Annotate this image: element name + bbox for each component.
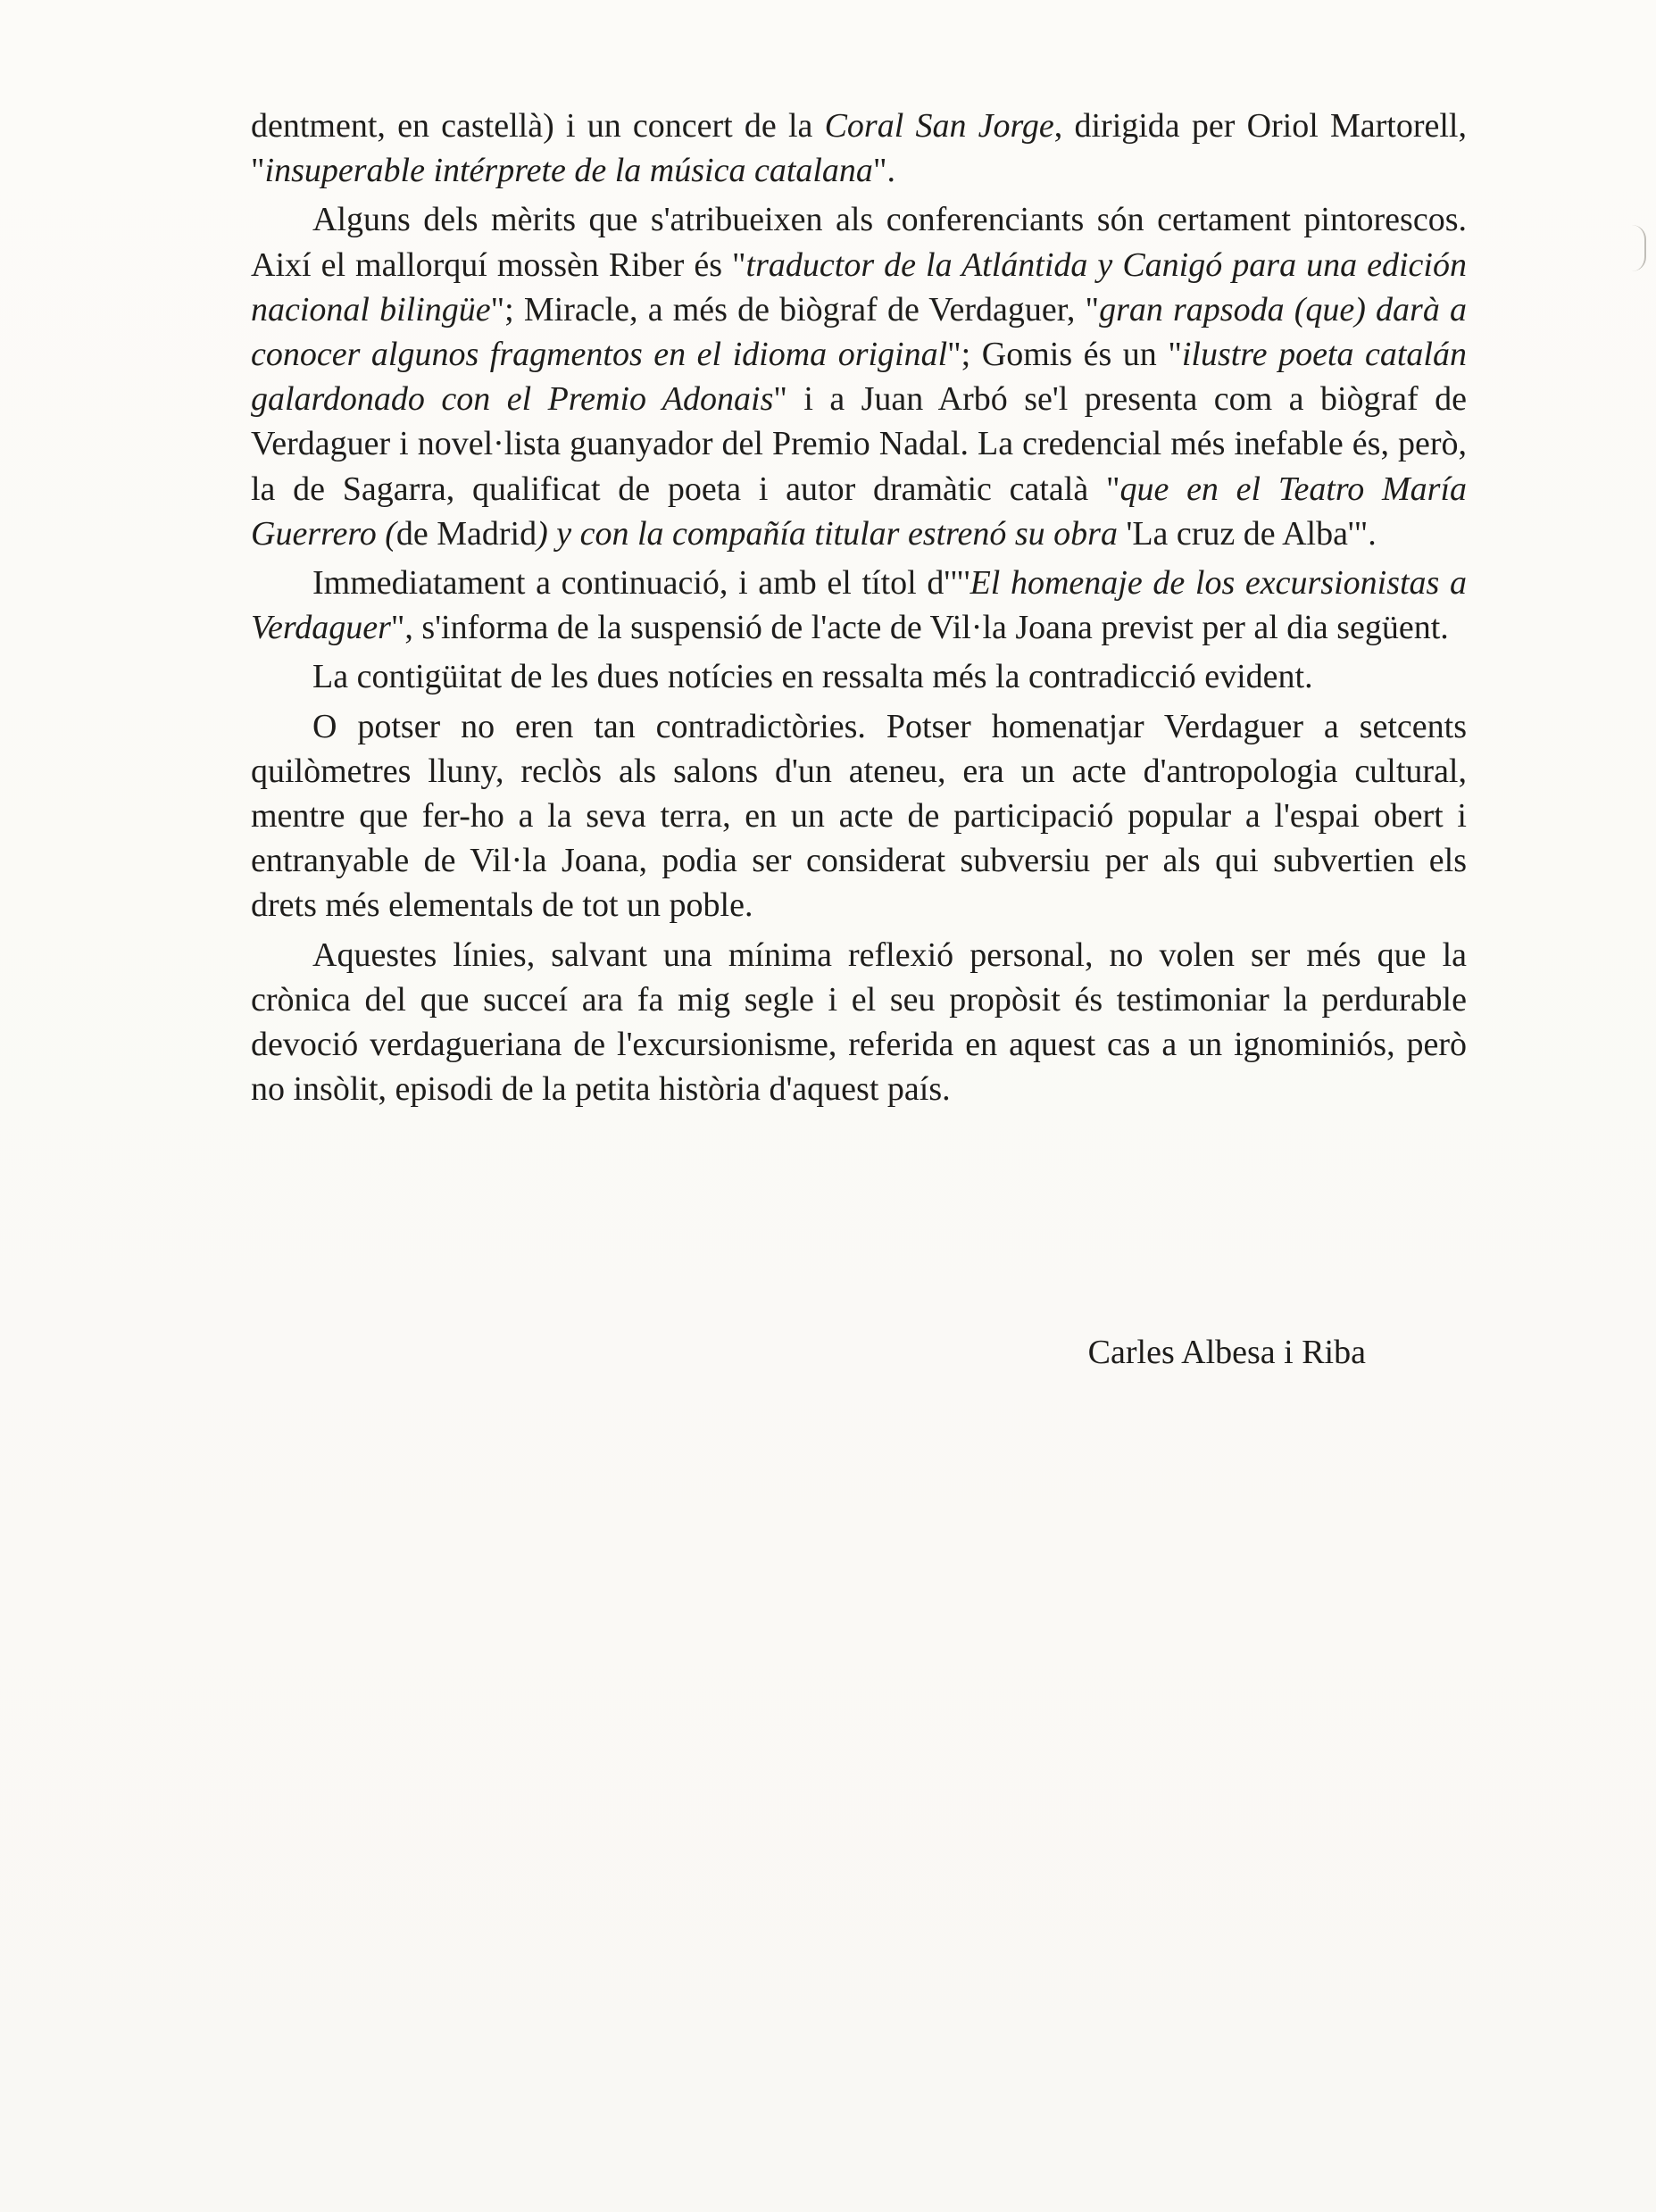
paragraph-6 <box>251 933 1467 1112</box>
text-run: dentment, en castellà) i un concert de la <box>251 107 825 145</box>
body-text <box>251 104 1467 1111</box>
italic-run: que en el Teatro María Guerrero ( <box>251 470 1468 553</box>
text-run: "; Miracle, a més de biògraf de Verdaguer, " <box>490 290 1100 328</box>
paragraph-1 <box>251 104 1467 193</box>
text-run: Immediatament a continuació, i amb el títol d'"' <box>312 564 970 603</box>
margin-pencil-mark <box>1632 225 1646 271</box>
text-run: Aquestes línies, salvant una mínima reflexió personal, no volen ser més que la crònica del que succeí ara fa mig segle i el seu propòsit és testimoniar la perdurable devoció verdagueriana de l'excursionisme, referida en aquest cas a un ignominiós, però no insòlit, episodi de la petita història d'aquest país. <box>251 936 1467 1109</box>
text-run: O potser no eren tan contradictòries. Potser homenatjar Verdaguer a setcents quilòmetres lluny, reclòs als salons d'un ateneu, era un acte d'antropologia cultural, mentre que fer-ho a la seva terra, en un acte de participació popular a l'espai obert i entranyable de Vil·la Joana, podia ser considerat subversiu per als qui subvertien els drets més elementals de tot un poble. <box>251 707 1467 925</box>
italic-run: ilustre poeta catalán galardonado con el Premio Adonais <box>251 336 1467 419</box>
text-run: , dirigida per Oriol Martorell, " <box>251 107 1467 190</box>
text-run: "; Gomis és un " <box>947 336 1182 374</box>
text-run: 'La cruz de Alba'". <box>1117 514 1377 553</box>
text-run: Alguns dels mèrits que s'atribueixen als conferenciants són certament pintorescos. Així el mallorquí mossèn Riber és " <box>251 201 1467 284</box>
italic-run: insuperable intérprete de la música catalana <box>264 152 873 190</box>
italic-run: gran rapsoda (que) darà a conocer algunos fragmentos en el idioma original <box>251 290 1467 374</box>
paragraph-5 <box>251 704 1467 928</box>
author-signature: Carles Albesa i Riba <box>1087 1334 1366 1371</box>
text-run: ", s'informa de la suspensió de l'acte de Vil·la Joana previst per al dia següent. <box>390 609 1449 647</box>
italic-run: Coral San Jorge <box>824 107 1054 145</box>
paragraph-3 <box>251 561 1467 650</box>
italic-run: El homenaje de los excursionistas a Verdaguer <box>251 564 1467 647</box>
paragraph-4 <box>251 654 1467 699</box>
italic-run: traductor de la Atlántida y Canigó para una edición nacional bilingüe <box>251 245 1467 328</box>
text-run: " i a Juan Arbó se'l presenta com a biògraf de Verdaguer i novel·lista guanyador del Premio Nadal. La credencial més inefable és, però, la de Sagarra, qualificat de poeta i autor dramàtic català " <box>251 380 1467 508</box>
italic-run: ) y con la compañía titular estrenó su obra <box>537 514 1118 553</box>
paragraph-2 <box>251 197 1467 556</box>
text-run: La contigüitat de les dues notícies en ressalta més la contradicció evident. <box>312 658 1313 696</box>
text-run: ". <box>872 152 895 190</box>
text-run: de Madrid <box>395 514 537 553</box>
